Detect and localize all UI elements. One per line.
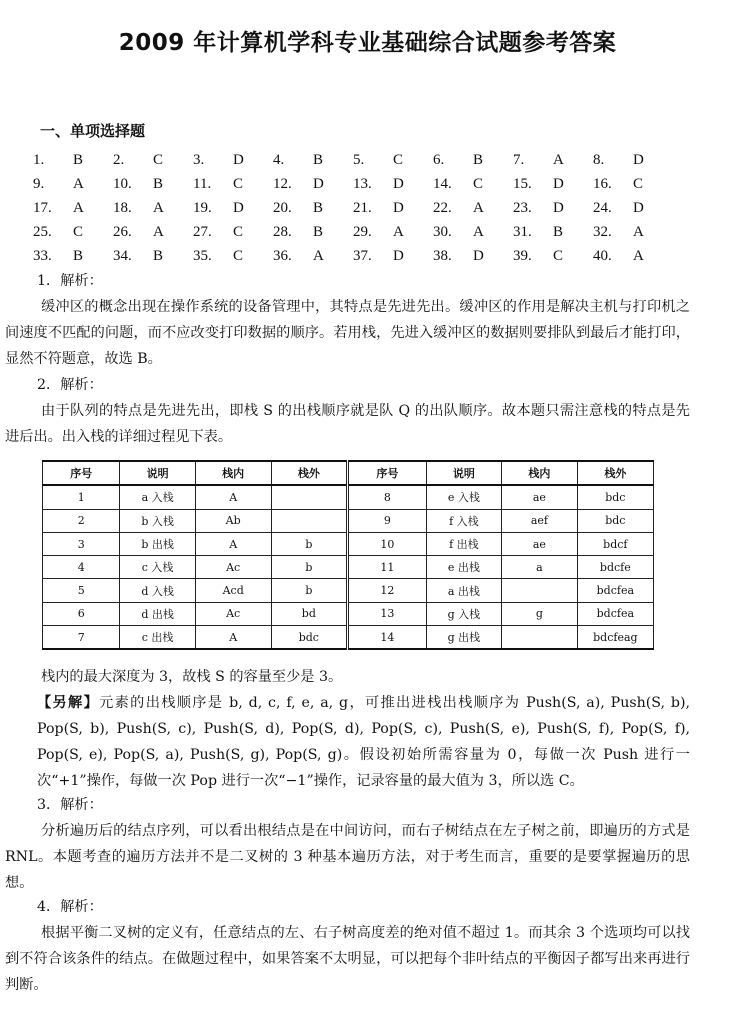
table-cell: b 入栈: [120, 509, 195, 532]
question-number: 39.: [513, 247, 532, 264]
table-cell: A: [195, 532, 271, 555]
table-cell: A: [195, 485, 271, 509]
answer-letter: A: [473, 223, 484, 240]
column-header: 说明: [120, 461, 195, 485]
column-header: 序号: [348, 461, 426, 485]
table-row: [43, 509, 654, 532]
question-number: 38.: [433, 247, 452, 264]
answer-letter: D: [393, 247, 404, 264]
answer-letter: A: [473, 199, 484, 216]
q2-text: 由于队列的特点是先进先出，即栈 S 的出栈顺序就是队 Q 的出队顺序。故本题只需注意栈的特点是先进后出。出入栈的详细过程见下表。: [5, 403, 690, 445]
answer-letter: A: [73, 199, 84, 216]
answer-letter: C: [393, 151, 404, 168]
answer-item: [273, 200, 353, 217]
table-cell: [271, 509, 348, 532]
question-number: 11.: [193, 175, 212, 192]
answer-item: [513, 200, 593, 217]
table-row: [43, 556, 654, 579]
question-number: 15.: [513, 175, 532, 192]
table-cell: 12: [348, 579, 426, 602]
answer-letter: D: [233, 151, 244, 168]
table-cell: aef: [502, 509, 578, 532]
table-cell: A: [195, 626, 271, 650]
table-cell: 8: [348, 485, 426, 509]
answer-letter: C: [153, 151, 164, 168]
answer-item: [593, 200, 673, 217]
table-cell: bdcfeag: [577, 626, 653, 650]
answer-item: [593, 152, 673, 169]
answer-item: [193, 224, 273, 241]
answer-grid: [33, 148, 673, 268]
answer-letter: B: [313, 199, 324, 216]
column-header: 栈外: [577, 461, 653, 485]
table-cell: 10: [348, 532, 426, 555]
answer-item: [273, 152, 353, 169]
question-number: 30.: [433, 223, 452, 240]
q1-analysis: [5, 268, 690, 372]
answer-letter: D: [633, 199, 644, 216]
answer-item: [433, 152, 513, 169]
table-cell: [271, 485, 348, 509]
table-cell: bdc: [577, 485, 653, 509]
question-number: 25.: [33, 223, 52, 240]
question-number: 2.: [113, 151, 125, 168]
q4-text: 根据平衡二叉树的定义有，任意结点的左、右子树高度差的绝对值不超过 1。而其余 3 个选项均可以找到不符合该条件的结点。在做题过程中，如果答案不太明显，可以把每个非叶结点的平衡因子都写出来再进行判断。: [5, 925, 690, 993]
table-cell: c 入栈: [120, 556, 195, 579]
question-number: 33.: [33, 247, 52, 264]
answer-letter: B: [153, 175, 164, 192]
question-number: 22.: [433, 199, 452, 216]
table-cell: 11: [348, 556, 426, 579]
table-cell: b: [271, 556, 348, 579]
q2-alt-text: 元素的出栈顺序是 b, d, c, f, e, a, g，可推出进栈出栈顺序为 Push(S, a), Push(S, b), Pop(S, b), Push(S, c), Push(S, d), Pop(S, d), Pop(S, c), Push(S, e), Push(S, f), Pop(S, f), Pop(S, e), Pop(S, a), Push(S, g), Pop(S, g)。假设初始所需容量为 0，每做一次 Push 进行一次“+1”操作，每做一次 Pop 进行一次“−1”操作，记录容量的最大值为 3，所以选 C。: [37, 695, 690, 789]
q3-text: 分析遍历后的结点序列，可以看出根结点是在中间访问，而右子树结点在左子树之前，即遍历的方式是 RNL。本题考查的遍历方法并不是二叉树的 3 种基本遍历方法，对于考生而言，重要的是要掌握遍历的思想。: [5, 823, 690, 891]
table-cell: ae: [502, 485, 578, 509]
table-cell: c 出栈: [120, 626, 195, 650]
answer-letter: B: [313, 151, 324, 168]
question-number: 32.: [593, 223, 612, 240]
table-cell: bdc: [271, 626, 348, 650]
table-cell: 9: [348, 509, 426, 532]
answer-row: [33, 148, 673, 172]
column-header: 说明: [426, 461, 501, 485]
q1-text: 缓冲区的概念出现在操作系统的设备管理中，其特点是先进先出。缓冲区的作用是解决主机与打印机之间速度不匹配的问题，而不应改变打印数据的顺序。若用栈，先进入缓冲区的数据则要排队到最后才能打印，显然不符题意，故选 B。: [5, 299, 690, 367]
question-number: 6.: [433, 151, 445, 168]
section-heading-single-choice: 一、单项选择题: [40, 122, 146, 140]
answer-item: [113, 176, 193, 193]
table-cell: b: [271, 532, 348, 555]
table-row: [43, 485, 654, 509]
table-cell: 4: [43, 556, 120, 579]
question-number: 19.: [193, 199, 212, 216]
question-number: 20.: [273, 199, 292, 216]
answer-letter: B: [313, 223, 324, 240]
table-cell: g: [502, 602, 578, 625]
table-cell: bdcfe: [577, 556, 653, 579]
answer-item: [113, 200, 193, 217]
answer-item: [353, 200, 433, 217]
table-cell: 7: [43, 626, 120, 650]
answer-item: [433, 176, 513, 193]
answer-item: [513, 152, 593, 169]
answer-item: [353, 176, 433, 193]
table-cell: g 出栈: [426, 626, 501, 650]
table-row: [43, 602, 654, 625]
table-row: [43, 626, 654, 650]
question-number: 9.: [33, 175, 45, 192]
table-cell: f 出栈: [426, 532, 501, 555]
answer-letter: D: [553, 175, 564, 192]
table-cell: e 出栈: [426, 556, 501, 579]
table-cell: b 出栈: [120, 532, 195, 555]
answer-letter: C: [633, 175, 644, 192]
answer-letter: B: [553, 223, 564, 240]
q3-label: 3．解析：: [37, 797, 103, 813]
table-cell: bdc: [577, 509, 653, 532]
answer-item: [113, 248, 193, 265]
column-header: 栈外: [271, 461, 348, 485]
question-number: 4.: [273, 151, 285, 168]
answer-item: [273, 224, 353, 241]
table-cell: a: [502, 556, 578, 579]
answer-item: [353, 152, 433, 169]
table-cell: Ab: [195, 509, 271, 532]
answer-item: [433, 200, 513, 217]
answer-letter: C: [73, 223, 84, 240]
answer-letter: B: [473, 151, 484, 168]
answer-item: [593, 176, 673, 193]
question-number: 8.: [593, 151, 605, 168]
question-number: 40.: [593, 247, 612, 264]
table-cell: 6: [43, 602, 120, 625]
answer-letter: B: [73, 247, 84, 264]
table-cell: b: [271, 579, 348, 602]
question-number: 16.: [593, 175, 612, 192]
answer-row: [33, 244, 673, 268]
question-number: 21.: [353, 199, 372, 216]
answer-letter: C: [233, 247, 244, 264]
table-cell: 13: [348, 602, 426, 625]
question-number: 36.: [273, 247, 292, 264]
answer-item: [33, 176, 113, 193]
question-number: 14.: [433, 175, 452, 192]
answer-item: [33, 224, 113, 241]
answer-letter: D: [233, 199, 244, 216]
question-number: 23.: [513, 199, 532, 216]
answer-letter: D: [633, 151, 644, 168]
q4-label: 4．解析：: [37, 899, 103, 915]
answer-letter: D: [553, 199, 564, 216]
table-cell: bdcfea: [577, 602, 653, 625]
answer-letter: A: [153, 223, 164, 240]
q1-label: 1．解析：: [37, 273, 103, 289]
table-cell: [502, 626, 578, 650]
answer-row: [33, 172, 673, 196]
answer-letter: A: [73, 175, 84, 192]
answer-item: [433, 248, 513, 265]
table-cell: ae: [502, 532, 578, 555]
table-cell: d 入栈: [120, 579, 195, 602]
q2-alt-label: 【另解】: [37, 695, 100, 711]
answer-item: [273, 176, 353, 193]
table-cell: g 入栈: [426, 602, 501, 625]
answer-item: [433, 224, 513, 241]
question-number: 34.: [113, 247, 132, 264]
q2-analysis: [5, 372, 690, 450]
answer-item: [593, 224, 673, 241]
table-cell: Acd: [195, 579, 271, 602]
question-number: 3.: [193, 151, 205, 168]
q2-label: 2．解析：: [37, 377, 103, 393]
question-number: 5.: [353, 151, 365, 168]
table-cell: bdcf: [577, 532, 653, 555]
table-cell: Ac: [195, 556, 271, 579]
answer-item: [113, 224, 193, 241]
q3-analysis: [5, 792, 690, 896]
table-cell: e 入栈: [426, 485, 501, 509]
answer-item: [513, 224, 593, 241]
table-row: [43, 532, 654, 555]
q4-analysis: [5, 894, 690, 998]
answer-item: [33, 152, 113, 169]
table-row: [43, 579, 654, 602]
answer-letter: A: [633, 223, 644, 240]
answer-item: [193, 200, 273, 217]
question-number: 37.: [353, 247, 372, 264]
answer-item: [353, 248, 433, 265]
answer-item: [593, 248, 673, 265]
answer-item: [513, 176, 593, 193]
column-header: 栈内: [502, 461, 578, 485]
answer-letter: C: [233, 223, 244, 240]
answer-item: [193, 152, 273, 169]
answer-item: [273, 248, 353, 265]
question-number: 35.: [193, 247, 212, 264]
answer-row: [33, 220, 673, 244]
question-number: 26.: [113, 223, 132, 240]
table-cell: 14: [348, 626, 426, 650]
answer-letter: B: [153, 247, 164, 264]
question-number: 7.: [513, 151, 525, 168]
table-cell: 2: [43, 509, 120, 532]
column-header: 序号: [43, 461, 120, 485]
table-cell: bd: [271, 602, 348, 625]
answer-item: [193, 176, 273, 193]
answer-letter: A: [153, 199, 164, 216]
table-cell: a 出栈: [426, 579, 501, 602]
question-number: 12.: [273, 175, 292, 192]
page-title: 2009 年计算机学科专业基础综合试题参考答案: [118, 30, 617, 56]
answer-row: [33, 196, 673, 220]
answer-item: [193, 248, 273, 265]
answer-letter: D: [393, 175, 404, 192]
answer-item: [353, 224, 433, 241]
answer-letter: D: [473, 247, 484, 264]
answer-letter: A: [393, 223, 404, 240]
column-header: 栈内: [195, 461, 271, 485]
table-cell: d 出栈: [120, 602, 195, 625]
table-cell: f 入栈: [426, 509, 501, 532]
table-cell: 3: [43, 532, 120, 555]
question-number: 13.: [353, 175, 372, 192]
question-number: 10.: [113, 175, 132, 192]
table-cell: Ac: [195, 602, 271, 625]
table-cell: 1: [43, 485, 120, 509]
answer-item: [513, 248, 593, 265]
question-number: 29.: [353, 223, 372, 240]
answer-letter: C: [473, 175, 484, 192]
answer-letter: B: [73, 151, 84, 168]
answer-item: [33, 248, 113, 265]
question-number: 24.: [593, 199, 612, 216]
answer-item: [33, 200, 113, 217]
question-number: 18.: [113, 199, 132, 216]
answer-letter: A: [633, 247, 644, 264]
answer-letter: D: [313, 175, 324, 192]
q2-continued: [5, 664, 690, 794]
answer-letter: A: [313, 247, 324, 264]
answer-item: [113, 152, 193, 169]
question-number: 17.: [33, 199, 52, 216]
question-number: 31.: [513, 223, 532, 240]
table-cell: bdcfea: [577, 579, 653, 602]
answer-letter: C: [233, 175, 244, 192]
question-number: 27.: [193, 223, 212, 240]
question-number: 28.: [273, 223, 292, 240]
question-number: 1.: [33, 151, 45, 168]
answer-letter: D: [393, 199, 404, 216]
table-cell: [502, 579, 578, 602]
table-header-row: [43, 461, 654, 485]
stack-trace-table: [42, 460, 654, 650]
table-cell: 5: [43, 579, 120, 602]
answer-letter: A: [553, 151, 564, 168]
answer-letter: C: [553, 247, 564, 264]
q2-alt-solution: [5, 690, 690, 794]
table-cell: a 入栈: [120, 485, 195, 509]
q2-after-table: 栈内的最大深度为 3，故栈 S 的容量至少是 3。: [41, 669, 343, 685]
